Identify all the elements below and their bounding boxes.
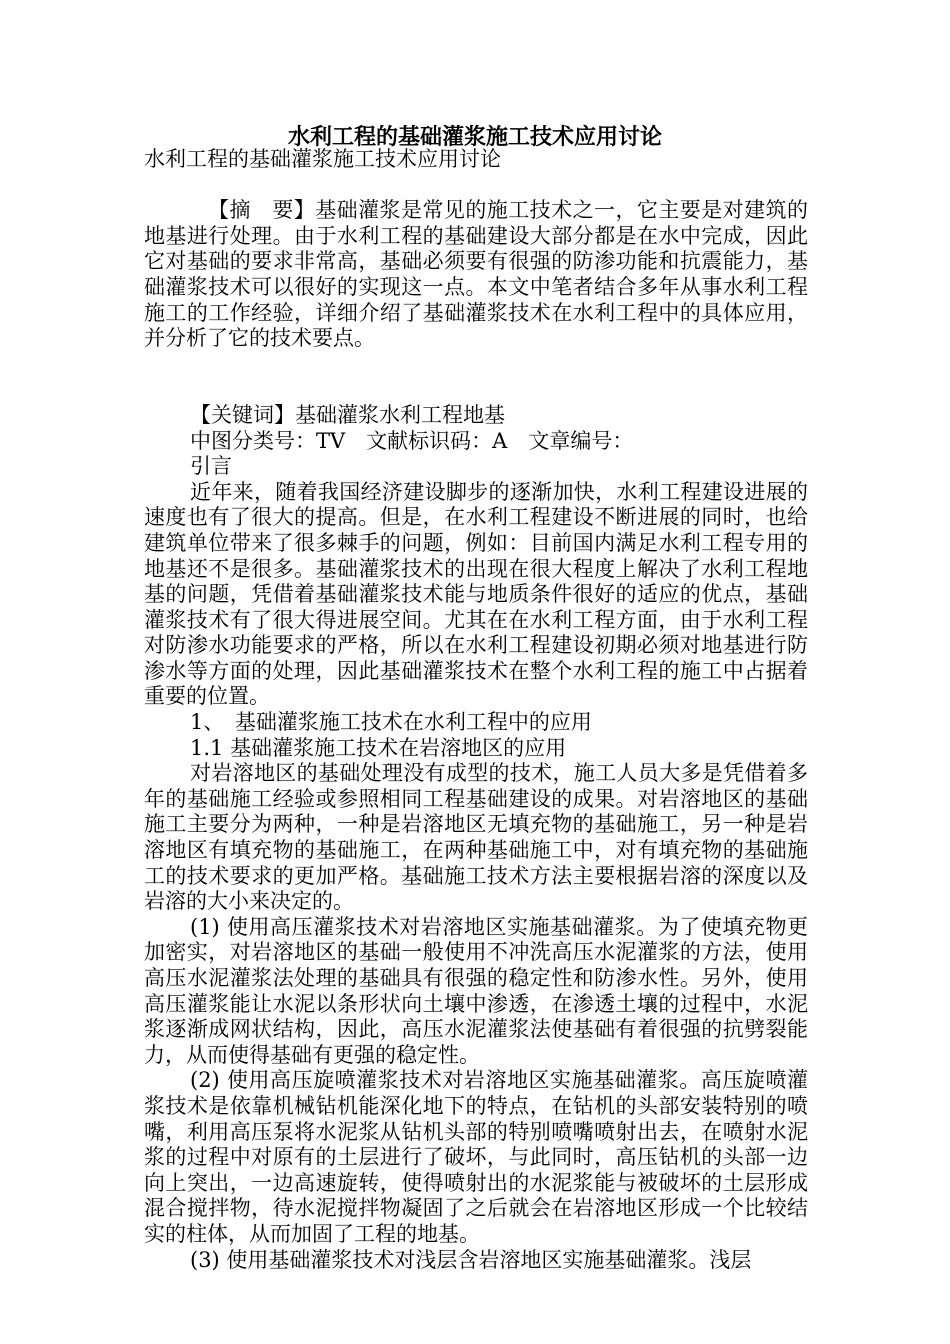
body-paragraph: (1) 使用高压灌浆技术对岩溶地区实施基础灌浆。为了使填充物更加密实，对岩溶地区的基础一般使用不冲洗高压水泥灌浆的方法，使用高压水泥灌浆法处理的基础具有很强的稳定性和防渗水性。另外，使用高压灌浆能让水泥以条形状向土壤中渗透，在渗透土壤的过程中，水泥浆逐渐成网状结构，因此，高压水泥灌浆法使基础有着很强的抗劈裂能力，从而使得基础有更强的稳定性。	[144, 914, 808, 1067]
section-heading-1: 1、 基础灌浆施工技术在水利工程中的应用	[190, 710, 592, 735]
keywords-line: 【关键词】基础灌浆水利工程地基	[190, 402, 505, 427]
document-subtitle: 水利工程的基础灌浆施工技术应用讨论	[144, 147, 501, 171]
document-body	[144, 147, 808, 1273]
intro-heading: 引言	[190, 454, 232, 479]
body-paragraph: (2) 使用高压旋喷灌浆技术对岩溶地区实施基础灌浆。高压旋喷灌浆技术是依靠机械钻机能深化地下的特点，在钻机的头部安装特别的喷嘴，利用高压泵将水泥浆从钻机头部的特别喷嘴喷射出去，在喷射水泥浆的过程中对原有的土层进行了破坏，与此同时，高压钻机的头部一边向上突出，一边高速旋转，使得喷射出的水泥浆能与被破坏的土层形成混合搅拌物，待水泥搅拌物凝固了之后就会在岩溶地区形成一个比较结实的柱体，从而加固了工程的地基。	[144, 1068, 808, 1246]
body-paragraph: 对岩溶地区的基础处理没有成型的技术，施工人员大多是凭借着多年的基础施工经验或参照相同工程基础建设的成果。对岩溶地区的基础施工主要分为两种，一种是岩溶地区无填充物的基础施工，另一种是岩溶地区有填充物的基础施工，在两种基础施工中，对有填充物的基础施工的技术要求的更加严格。基础施工技术方法主要根据岩溶的深度以及岩溶的大小来决定的。	[144, 761, 808, 914]
blank-line	[144, 377, 808, 403]
document-title: 水利工程的基础灌浆施工技术应用讨论	[287, 124, 662, 150]
blank-line	[144, 352, 808, 378]
classification-line: 中图分类号：TV 文献标识码：A 文章编号：	[190, 428, 634, 453]
intro-paragraph: 近年来，随着我国经济建设脚步的逐渐加快，水利工程建设进展的速度也有了很大的提高。但是，在水利工程建设不断进展的同时，也给建筑单位带来了很多棘手的问题，例如：目前国内满足水利工程专用的地基还不是很多。基础灌浆技术的出现在很大程度上解决了水利工程地基的问题，凭借着基础灌浆技术能与地质条件很好的适应的优点，基础灌浆技术有了很大得进展空间。尤其在在水利工程方面，由于水利工程对防渗水功能要求的严格，所以在水利工程建设初期必须对地基进行防渗水等方面的处理，因此基础灌浆技术在整个水利工程的施工中占据着重要的位置。	[144, 479, 808, 709]
blank-line	[144, 173, 808, 199]
abstract-paragraph: 【摘 要】基础灌浆是常见的施工技术之一，它主要是对建筑的地基进行处理。由于水利工程的基础建设大部分都是在水中完成，因此它对基础的要求非常高，基础必须要有很强的防渗功能和抗震能力，基础灌浆技术可以很好的实现这一点。本文中笔者结合多年从事水利工程施工的工作经验，详细介绍了基础灌浆技术在水利工程中的具体应用，并分析了它的技术要点。	[144, 198, 808, 351]
body-paragraph: (3) 使用基础灌浆技术对浅层含岩溶地区实施基础灌浆。浅层	[190, 1247, 752, 1272]
section-heading-1-1: 1.1 基础灌浆施工技术在岩溶地区的应用	[190, 735, 567, 760]
